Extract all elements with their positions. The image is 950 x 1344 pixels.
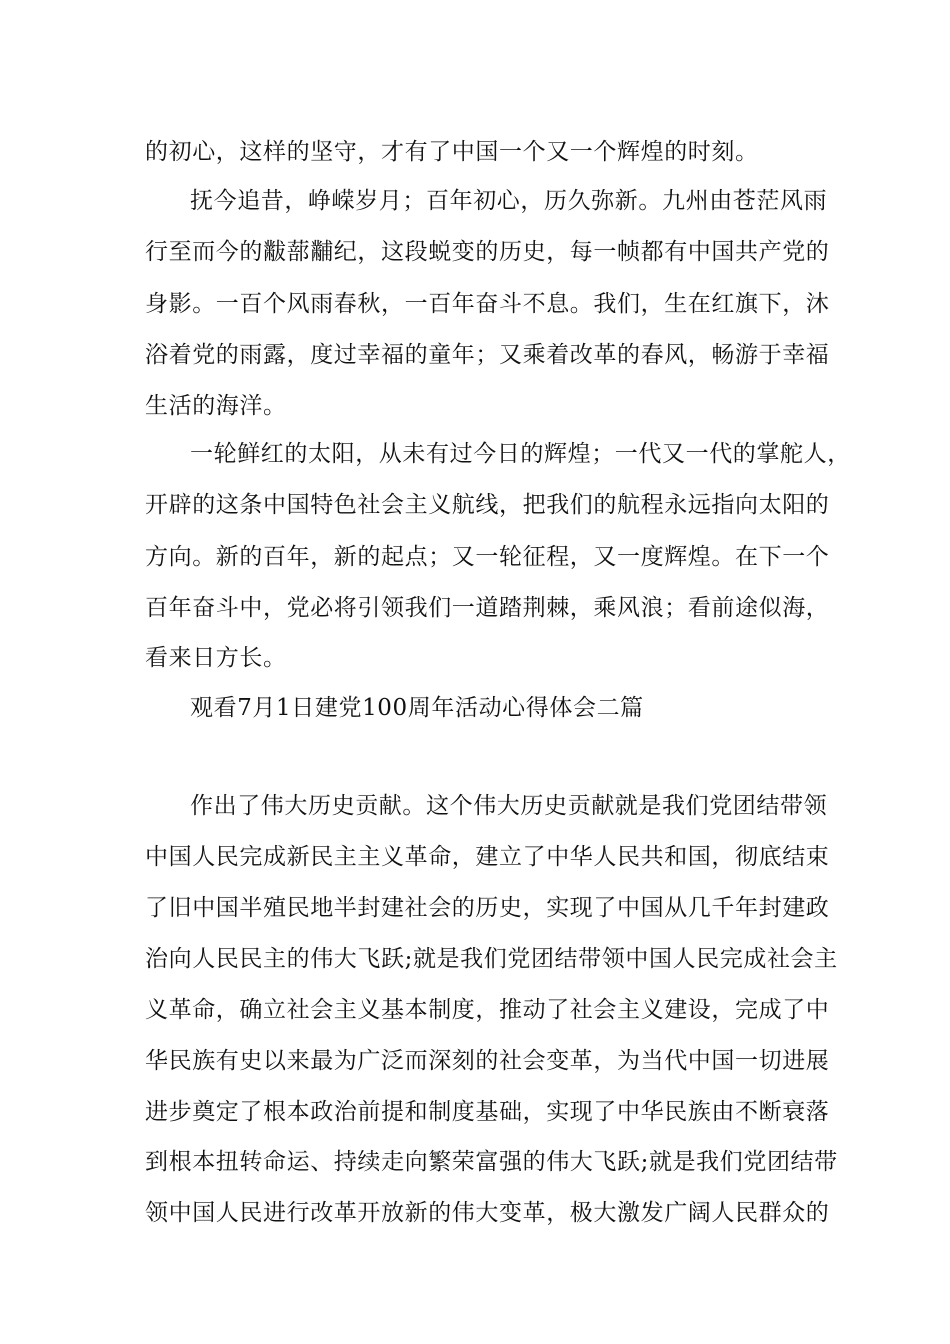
paragraph-start-line: 作出了伟大历史贡献。这个伟大历史贡献就是我们党团结带领 [190, 793, 828, 819]
text-line: 领中国人民进行改革开放新的伟大变革，极大激发广阔人民群众的 [145, 1200, 830, 1226]
text-line: 身影。一百个风雨春秋，一百年奋斗不息。我们，生在红旗下，沐 [145, 291, 830, 317]
text-line: 义革命，确立社会主义基本制度，推动了社会主义建设，完成了中 [145, 997, 830, 1023]
text-line: 百年奋斗中，党必将引领我们一道踏荆棘，乘风浪；看前途似海， [145, 595, 830, 621]
text-line: 了旧中国半殖民地半封建社会的历史，实现了中国从几千年封建政 [145, 895, 830, 921]
text-line: 华民族有史以来最为广泛而深刻的社会变革，为当代中国一切进展 [145, 1048, 830, 1074]
section-heading: 观看7月1日建党100周年活动心得体会二篇 [190, 695, 644, 721]
text-line: 生活的海洋。 [145, 393, 287, 419]
text-line: 到根本扭转命运、持续走向繁荣富强的伟大飞跃;就是我们党团结带 [145, 1149, 838, 1175]
text-line: 的初心，这样的坚守，才有了中国一个又一个辉煌的时刻。 [145, 139, 759, 165]
text-line: 进步奠定了根本政治前提和制度基础，实现了中华民族由不断衰落 [145, 1099, 830, 1125]
text-line: 方向。新的百年，新的起点；又一轮征程，又一度辉煌。在下一个 [145, 544, 830, 570]
paragraph-start-line: 抚今追昔，峥嵘岁月；百年初心，历久弥新。九州由苍茫风雨 [190, 188, 828, 214]
text-line: 中国人民完成新民主主义革命，建立了中华人民共和国，彻底结束 [145, 844, 830, 870]
text-line: 行至而今的黻蔀黼纪，这段蜕变的历史，每一帧都有中国共产党的 [145, 239, 830, 265]
text-line: 看来日方长。 [145, 645, 287, 671]
text-line: 浴着党的雨露，度过幸福的童年；又乘着改革的春风，畅游于幸福 [145, 342, 830, 368]
text-line: 治向人民民主的伟大飞跃;就是我们党团结带领中国人民完成社会主 [145, 946, 838, 972]
paragraph-start-line: 一轮鲜红的太阳，从未有过今日的辉煌；一代又一代的掌舵人， [190, 441, 851, 467]
text-line: 开辟的这条中国特色社会主义航线，把我们的航程永远指向太阳的 [145, 492, 830, 518]
